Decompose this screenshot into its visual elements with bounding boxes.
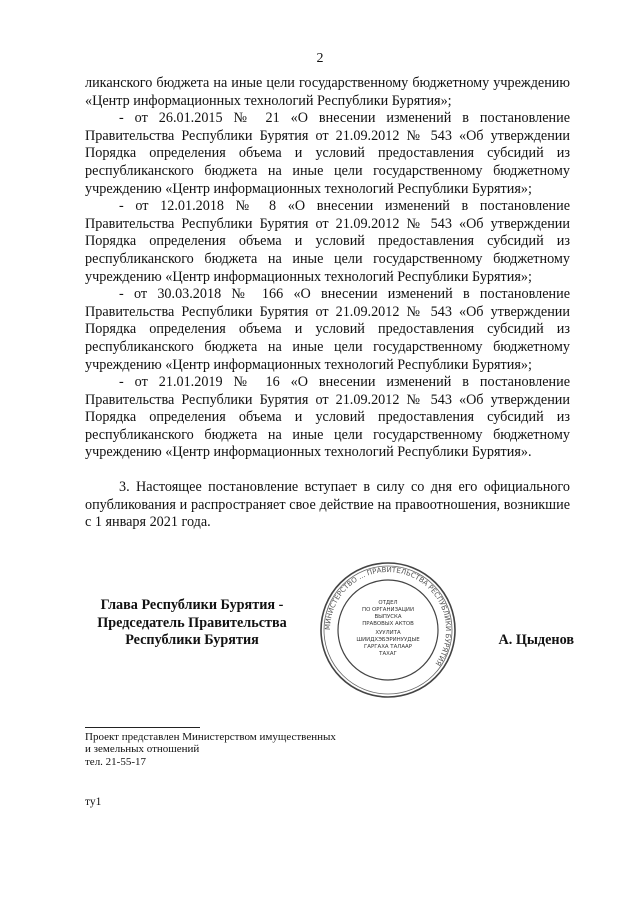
page-number: 2 [316, 51, 324, 66]
stamp-line: ГАРГАХА ТАЛААР [364, 644, 412, 650]
list-item: - от 12.01.2018 № 8 «О внесении изменений в постановление Правительства Республики Бурятия от 21.09.2012 № 543 «Об утверждении Порядка определения объема и условий предоставления субсидий из республиканского бюджета на иные цели государственному бюджетному учреждению «Центр информационных технологий Республики Бурятия»; [85, 198, 570, 285]
stamp-ring-text: МИНИСТЕРСТВО ... ПРАВИТЕЛЬСТВА РЕСПУБЛИКИ БУРЯТИЯ [323, 565, 453, 668]
stamp-line: ПРАВОВЫХ АКТОВ [362, 621, 414, 627]
document-body [85, 75, 570, 532]
stamp-line: ХУУЛИТА [375, 630, 401, 636]
clause-3: 3. Настоящее постановление вступает в силу со дня его официального опубликования и распространяет свое действие на правоотношения, возникшие с 1 января 2021 года. [85, 479, 570, 531]
stamp-line: ОТДЕЛ [378, 600, 398, 606]
official-stamp [318, 560, 458, 700]
list-item: - от 21.01.2019 № 16 «О внесении изменений в постановление Правительства Республики Бурятия от 21.09.2012 № 543 «Об утверждении Порядка определения объема и условий предоставления субсидий из республиканского бюджета на иные цели государственному бюджетному учреждению «Центр информационных технологий Республики Бурятия». [85, 374, 570, 461]
list-item: - от 30.03.2018 № 166 «О внесении изменений в постановление Правительства Республики Бурятия от 21.09.2012 № 543 «Об утверждении Порядка определения объема и условий предоставления субсидий из республиканского бюджета на иные цели государственному бюджетному учреждению «Центр информационных технологий Республики Бурятия»; [85, 286, 570, 373]
stamp-line: ВЫПУСКА [374, 614, 402, 620]
stamp-line: ТАХАГ [379, 651, 397, 657]
paragraph-continuation: ликанского бюджета на иные цели государственному бюджетному учреждению «Центр информационных технологий Республики Бурятия»; [85, 75, 570, 109]
footnote-line: и земельных отношений [85, 743, 200, 756]
footnote [85, 731, 336, 768]
signer-title [85, 597, 299, 650]
footnote-divider [85, 727, 200, 728]
stamp-line: ШИИДХЭБЭРИНУУДЫЕ [356, 637, 420, 643]
stamp-line: ПО ОРГАНИЗАЦИИ [362, 607, 414, 613]
signer-title-line: Председатель Правительства [97, 614, 287, 631]
footnote-line: Проект представлен Министерством имущественных [85, 731, 336, 743]
list-item: - от 26.01.2015 № 21 «О внесении изменений в постановление Правительства Республики Бурятия от 21.09.2012 № 543 «Об утверждении Порядка определения объема и условий предоставления субсидий из республиканского бюджета на иные цели государственному бюджетному учреждению «Центр информационных технологий Республики Бурятия»; [85, 110, 570, 197]
signer-title-line: Республики Бурятия [125, 632, 259, 648]
signer-name: А. Цыденов [498, 632, 574, 648]
signer-title-line: Глава Республики Бурятия - [100, 597, 284, 613]
document-code: ту1 [85, 796, 102, 808]
footnote-line: тел. 21-55-17 [85, 755, 147, 768]
